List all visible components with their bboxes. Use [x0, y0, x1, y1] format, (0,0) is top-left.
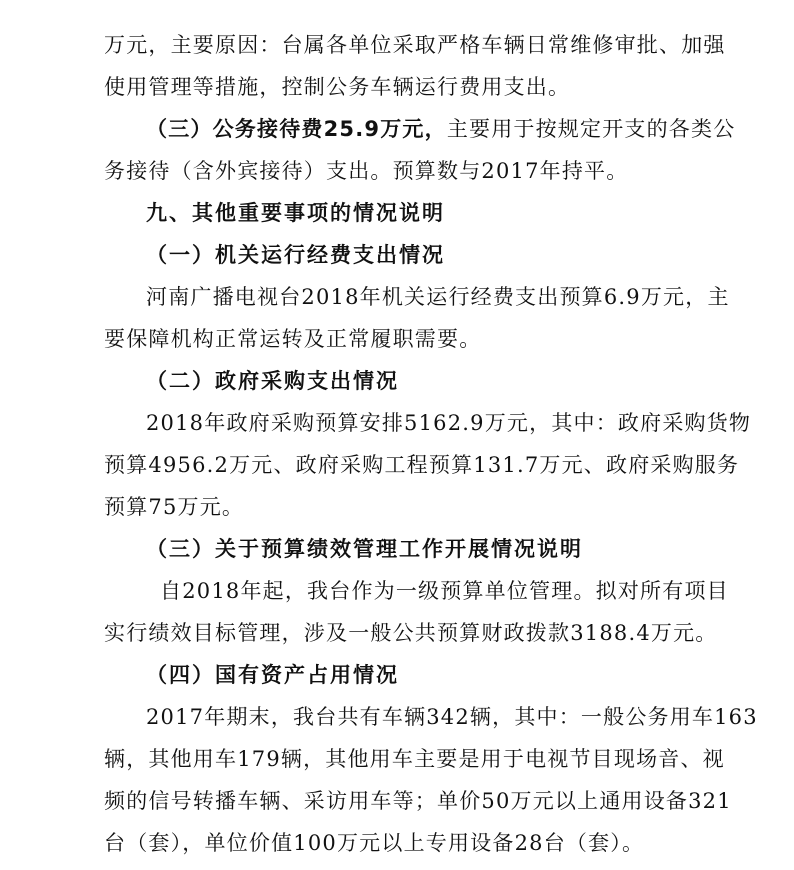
paragraph-line: 2017年期末，我台共有车辆342辆，其中：一般公务用车163: [146, 705, 758, 729]
subsection-heading: （二）政府采购支出情况: [146, 369, 399, 393]
paragraph-line: 要保障机构正常运转及正常履职需要。: [104, 327, 482, 351]
paragraph-line: 辆，其他用车179辆，其他用车主要是用于电视节目现场音、视: [104, 747, 725, 771]
paragraph-line: 预算75万元。: [104, 495, 245, 519]
bold-lead: （三）公务接待费25.9万元，: [146, 117, 447, 141]
paragraph-line: 实行绩效目标管理，涉及一般公共预算财政拨款3188.4万元。: [104, 621, 718, 645]
paragraph-line: 自2018年起，我台作为一级预算单位管理。拟对所有项目: [160, 579, 729, 603]
subsection-heading: （一）机关运行经费支出情况: [146, 243, 445, 267]
paragraph-line: 频的信号转播车辆、采访用车等；单价50万元以上通用设备321: [104, 789, 732, 813]
paragraph-line: 台（套），单位价值100万元以上专用设备28台（套）。: [104, 831, 645, 855]
paragraph-line: 预算4956.2万元、政府采购工程预算131.7万元、政府采购服务: [104, 453, 740, 477]
paragraph-line: 河南广播电视台2018年机关运行经费支出预算6.9万元，主: [146, 285, 730, 309]
paragraph-line: 务接待（含外宾接待）支出。预算数与2017年持平。: [104, 159, 629, 183]
paragraph-line: 万元，主要原因：台属各单位采取严格车辆日常维修审批、加强: [104, 33, 726, 57]
paragraph-line: [146, 108, 746, 150]
section-heading: 九、其他重要事项的情况说明: [146, 201, 445, 225]
paragraph-line: 使用管理等措施，控制公务车辆运行费用支出。: [104, 75, 571, 99]
subsection-heading: （四）国有资产占用情况: [146, 663, 399, 687]
paragraph-line: 2018年政府采购预算安排5162.9万元，其中：政府采购货物: [146, 411, 752, 435]
paragraph-text: 主要用于按规定开支的各类公: [446, 117, 736, 141]
subsection-heading: （三）关于预算绩效管理工作开展情况说明: [146, 537, 583, 561]
